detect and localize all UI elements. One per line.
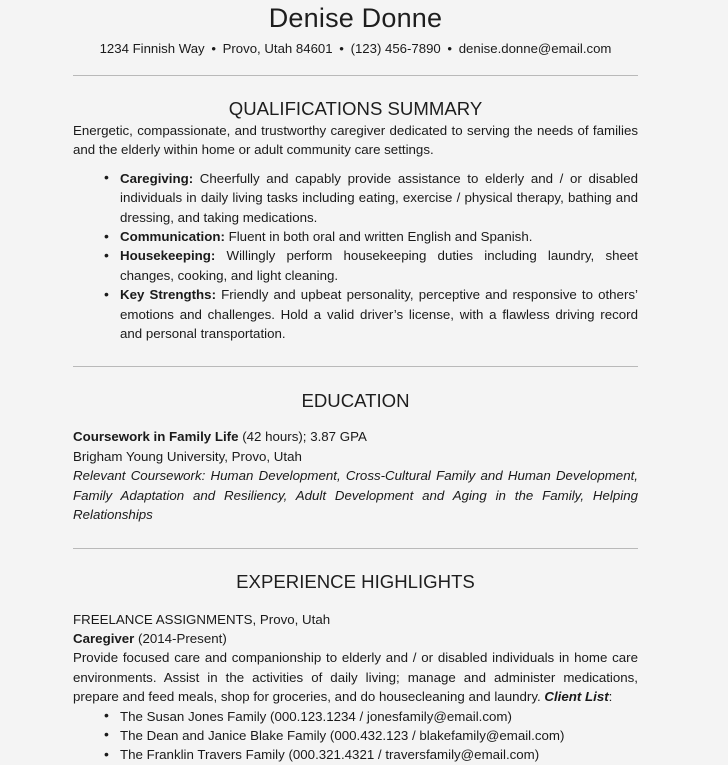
education-degree: Coursework in Family Life	[73, 429, 239, 445]
contact-line	[73, 40, 638, 58]
education-relevant-coursework: Relevant Coursework: Human Development, Cross-Cultural Family and Human Development, Family Adaptation and Resiliency, Adult Development and Aging in the Family, Helping Relationships	[73, 468, 638, 523]
qualification-text: Willingly perform housekeeping duties including laundry, sheet changes, cooking, and light cleaning.	[120, 248, 638, 283]
contact-separator-2: •	[339, 41, 344, 56]
divider-experience	[73, 548, 638, 549]
experience-job-title: Caregiver	[73, 630, 135, 646]
qualification-label-separator: :	[210, 248, 216, 264]
qualification-text: Cheerfully and capably provide assistance to elderly and / or disabled individuals in daily living tasks including eating, exercise / physical therapy, bathing and dressing, and taking medications.	[120, 170, 638, 225]
experience-employer: FREELANCE ASSIGNMENTS, Provo, Utah	[73, 611, 331, 627]
section-heading-qualifications: QUALIFICATIONS SUMMARY	[228, 98, 483, 119]
qualification-item	[73, 246, 638, 285]
contact-city-state-zip: Provo, Utah 84601	[222, 41, 333, 56]
qualification-text: Fluent in both oral and written English and Spanish.	[224, 229, 533, 245]
qualification-label: Housekeeping	[120, 248, 211, 264]
qualification-label-separator: :	[220, 229, 225, 245]
experience-job-dates: (2014-Present)	[134, 630, 227, 646]
section-heading-experience: EXPERIENCE HIGHLIGHTS	[236, 570, 475, 592]
client-list-label: Client List	[544, 689, 609, 705]
section-heading-education: EDUCATION	[301, 390, 410, 412]
qualification-item	[73, 227, 638, 246]
qualifications-summary-text: Energetic, compassionate, and trustworthy caregiver dedicated to serving the needs of families and the elderly within home or adult community care settings.	[73, 123, 638, 158]
qualification-item	[73, 169, 638, 227]
qualifications-bullet-list	[73, 169, 638, 344]
experience-description: Provide focused care and companionship to elderly and / or disabled individuals in home care environments. Assist in the activities of daily living; manage and administer medications, prepare and feed meals, shop for groceries, and do housecleaning and laundry.	[73, 650, 638, 705]
contact-address: 1234 Finnish Way	[99, 41, 205, 56]
client-list-separator: :	[608, 689, 613, 705]
divider-education	[73, 366, 638, 367]
client-list-item: • The Susan Jones Family (000.123.1234 / jonesfamily@email.com)	[73, 707, 638, 726]
qualification-item	[73, 285, 638, 343]
client-list-item: • The Dean and Janice Blake Family (000.432.123 / blakefamily@email.com)	[73, 726, 638, 745]
contact-separator-1: •	[211, 41, 216, 56]
contact-phone: (123) 456-7890	[350, 41, 441, 56]
education-degree-line	[73, 427, 638, 446]
client-list	[73, 707, 638, 765]
page-title: Denise Donne	[268, 3, 443, 33]
experience-entry	[73, 610, 638, 765]
qualification-label: Key Strengths	[120, 287, 212, 303]
client-list-item: • The Franklin Travers Family (000.321.4321 / traversfamily@email.com)	[73, 745, 638, 764]
divider-header	[73, 75, 638, 76]
experience-job-title-line	[73, 629, 638, 648]
qualification-text: Friendly and upbeat personality, perceptive and responsive to others’ emotions and challenges. Hold a valid driver’s license, with a flawless driving record and personal transportation.	[120, 287, 638, 342]
education-degree-detail: (42 hours); 3.87 GPA	[238, 429, 367, 445]
contact-email: denise.donne@email.com	[458, 41, 612, 56]
experience-description-paragraph	[73, 648, 638, 706]
education-school: Brigham Young University, Provo, Utah	[73, 448, 302, 464]
qualification-label: Communication	[120, 229, 221, 245]
resume-page	[0, 1, 728, 763]
contact-separator-3: •	[447, 41, 453, 56]
education-entry	[73, 427, 638, 524]
qualification-label-separator: :	[188, 170, 194, 186]
qualification-label: Caregiving	[120, 170, 189, 186]
qualification-label-separator: :	[211, 287, 216, 303]
